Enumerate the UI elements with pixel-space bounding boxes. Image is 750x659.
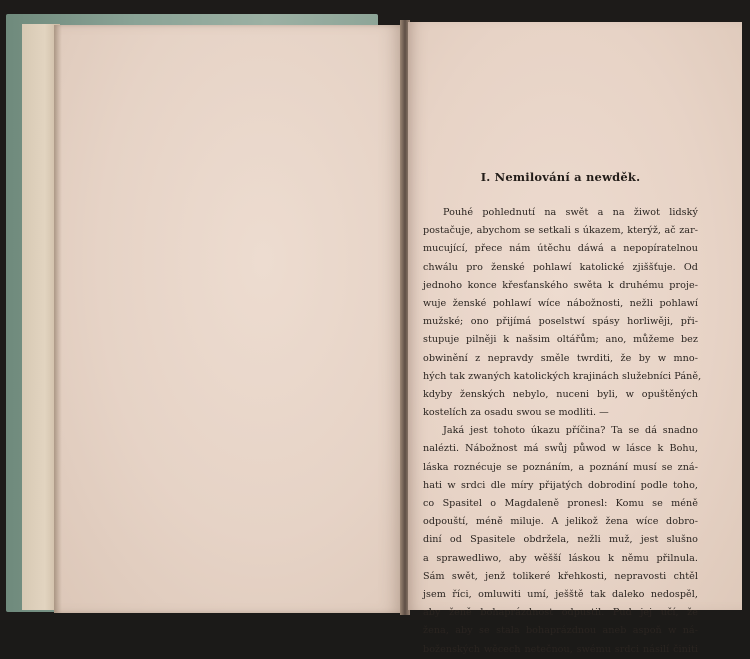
text-line: mužské; ono přijímá poselstwí spásy horliwěji, při-	[423, 316, 698, 328]
right-page	[408, 22, 742, 655]
left-page-blank	[54, 25, 402, 613]
page-text-block	[423, 170, 702, 659]
body-text	[423, 204, 702, 659]
text-line: Jaká jest tohoto úkazu příčina? Ta se dá snadno	[443, 425, 698, 437]
text-line: mucující, přece nám útěchu dáwá a nepopíratelnou	[423, 243, 698, 255]
text-line: kostelích za osadu swou se modliti. —	[423, 407, 609, 419]
text-line: žena, aby se stala bohaprázdnou aneb aspoň w ná-	[423, 625, 698, 637]
text-line: jednoho konce křesťanského swěta k druhému proje-	[423, 279, 698, 291]
text-line: láska roznécuje se poznáním, a poznání musí se zná-	[423, 461, 698, 473]
text-line: Pouhé pohlednutí na swět a na žiwot lidský	[443, 207, 698, 218]
text-line: boženských wěcech netečnou, swému srdci násilí činiti	[423, 643, 698, 655]
text-line: hati w srdci dle míry přijatých dobrodiní podle toho,	[423, 479, 698, 491]
text-line: diní od Spasitele obdržela, nežli muž, jest slušno	[423, 534, 698, 546]
text-line: aby ženě bohaprázdnost odpustil. Pud jej učí, že	[423, 607, 698, 619]
text-line: hých tak zwaných katolických krajinách služebníci Páně,	[423, 370, 702, 382]
text-line: postačuje, abychom se setkali s úkazem, kterýž, ač zar-	[423, 225, 698, 237]
text-line: a sprawedliwo, aby wěšší láskou k němu přilnula.	[423, 552, 698, 564]
text-line: stupuje pilněji k našsim oltářům; ano, můžeme bez	[423, 334, 698, 346]
text-line: jsem říci, omluwiti umí, ješště tak daleko nedospěl,	[423, 588, 698, 600]
text-line: co Spasitel o Magdaleně pronesl: Komu se méně	[423, 498, 698, 509]
text-line: Sám swět, jenž tolikeré křehkosti, nepravosti chtěl	[423, 570, 698, 582]
text-line: chwálu pro ženské pohlawí katolické zjiššťuje. Od	[423, 261, 698, 273]
text-line: wuje ženské pohlawí wíce nábožnosti, nežli pohlawí	[423, 297, 698, 309]
chapter-title: I. Nemilování a newděk.	[480, 170, 641, 184]
text-line: odpouští, méně miluje. A jelikož žena wíce dobro-	[423, 516, 698, 528]
text-line: nalézti. Nábožnost má swůj půwod w lásce k Bohu,	[423, 443, 698, 455]
text-line: obwinění z nepravdy směle twrditi, že by w mno-	[423, 352, 698, 364]
text-line: kdyby ženských nebylo, nuceni byli, w opuštěných	[423, 388, 698, 400]
left-page-edge-shadow	[54, 25, 62, 613]
